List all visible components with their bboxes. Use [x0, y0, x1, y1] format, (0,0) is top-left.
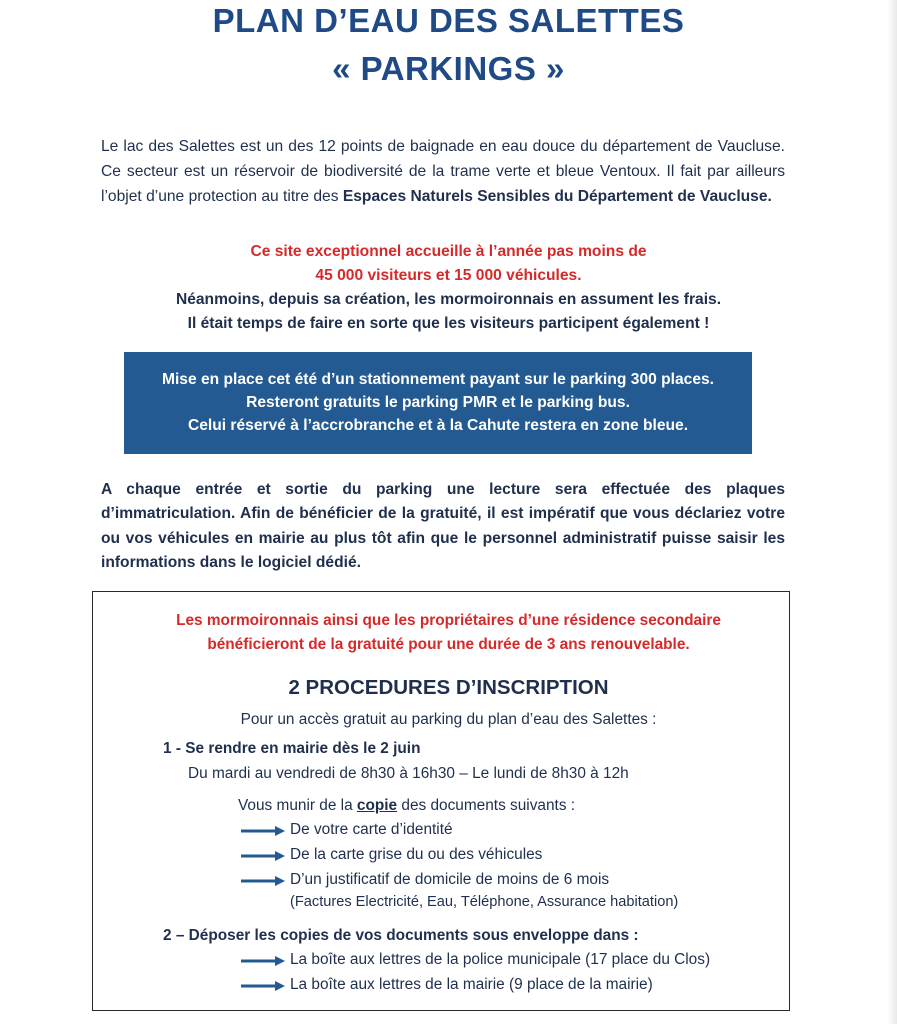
document-item: De votre carte d’identité [290, 821, 453, 838]
documents-note: (Factures Electricité, Eau, Téléphone, Assurance habitation) [290, 894, 679, 910]
copy-emphasis: copie [356, 797, 398, 814]
notice-line-1: Mise en place cet été d’un stationnement payant sur le parking 300 places. [161, 371, 715, 388]
free-parking-line-1: Les mormoironnais ainsi que les propriétaires d’une résidence secondaire [176, 612, 721, 629]
arrow-right-icon [240, 850, 286, 862]
document-item: D’un justificatif de domicile de moins de 6 mois [290, 871, 610, 888]
documents-intro: Vous munir de la copie des documents suivants : [238, 797, 576, 814]
visitors-line-2: 45 000 visiteurs et 15 000 véhicules. [315, 267, 582, 284]
arrow-right-icon [240, 825, 286, 837]
step-2-title: 2 – Déposer les copies de vos documents sous enveloppe dans : [163, 927, 639, 944]
participation-line: Il était temps de faire en sorte que les visiteurs participent également ! [187, 315, 710, 332]
intro-paragraph [101, 134, 785, 209]
intro-bold-text: Espaces Naturels Sensibles du Département de Vaucluse. [342, 188, 772, 205]
arrow-right-icon [240, 875, 286, 887]
page-title: PLAN D’EAU DES SALETTES [212, 2, 685, 39]
document-item: De la carte grise du ou des véhicules [290, 846, 543, 863]
intro-text: Le lac des Salettes est un des 12 points de baignade en eau douce du département de Vaucluse. Ce secteur est un réservoir de biodiversité de la trame verte et bleue Ventoux. Il fait par ailleurs l’objet d’une protection au titre des [101, 138, 785, 205]
plates-paragraph: A chaque entrée et sortie du parking une lecture sera effectuée des plaques d’immatriculation. Afin de bénéficier de la gratuité, il est impératif que vous déclariez votre ou vos véhicules en mairie au plus tôt afin que le personnel administratif puisse saisir les informations dans le logiciel dédié. [101, 481, 785, 571]
arrow-right-icon [240, 955, 286, 967]
step-1-hours: Du mardi au vendredi de 8h30 à 16h30 – Le lundi de 8h30 à 12h [188, 765, 629, 782]
procedures-title: 2 PROCEDURES D’INSCRIPTION [288, 676, 609, 699]
notice-line-3: Celui réservé à l’accrobranche et à la Cahute restera en zone bleue. [187, 417, 689, 434]
dropoff-item: La boîte aux lettres de la mairie (9 place de la mairie) [290, 976, 653, 993]
procedures-subtitle: Pour un accès gratuit au parking du plan d’eau des Salettes : [240, 711, 657, 728]
step-1-title: 1 - Se rendre en mairie dès le 2 juin [163, 740, 421, 757]
page-subtitle: « PARKINGS » [332, 50, 565, 87]
costs-line: Néanmoins, depuis sa création, les mormoironnais en assument les frais. [175, 291, 722, 308]
page-edge-shadow [887, 0, 897, 1024]
notice-line-2: Resteront gratuits le parking PMR et le parking bus. [246, 394, 630, 411]
visitors-line-1: Ce site exceptionnel accueille à l’année pas moins de [250, 243, 647, 260]
paid-parking-notice [124, 352, 752, 454]
free-parking-line-2: bénéficieront de la gratuité pour une durée de 3 ans renouvelable. [207, 636, 690, 653]
dropoff-item: La boîte aux lettres de la police municipale (17 place du Clos) [290, 951, 711, 968]
arrow-right-icon [240, 980, 286, 992]
